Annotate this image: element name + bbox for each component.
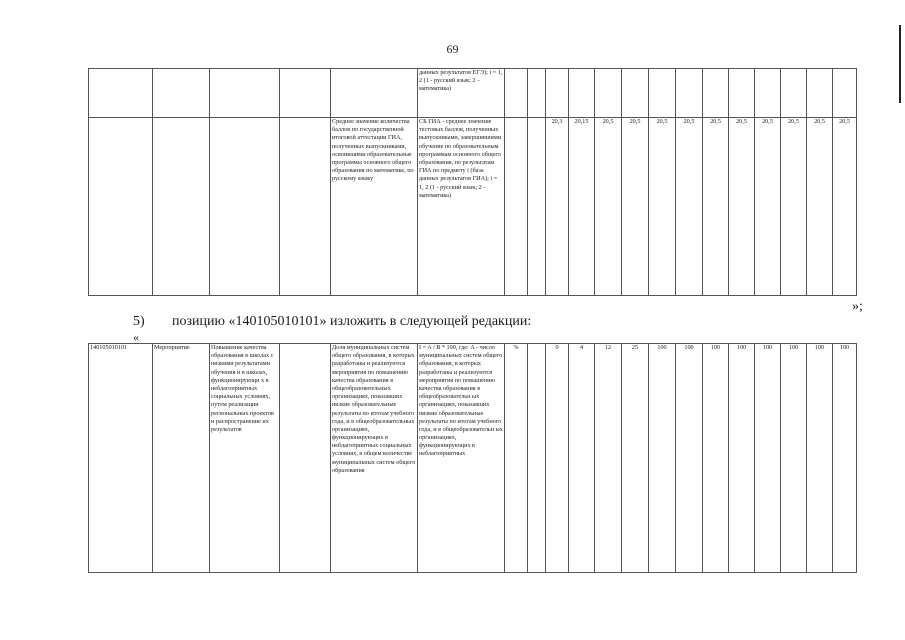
value-cell: 0 bbox=[546, 344, 569, 573]
name-cell: Повышение качества образования в школах с низкими результатами обучения и в школах, функционирующи х в неблагоприятных социальных условиях, путем реализации региональных проектов и распространение их результатов bbox=[210, 344, 280, 573]
type-cell: Мероприятие bbox=[153, 344, 210, 573]
indicator-cell: Среднее значение количества баллов по государственной итоговой аттестации ГИА, полученных выпускниками, освоившими образовательные программы основного общего образования по математике, по русскому языку bbox=[331, 118, 418, 296]
value-cell: 100 bbox=[729, 344, 755, 573]
value-cell: 12 bbox=[595, 344, 622, 573]
value-cell: 100 bbox=[807, 344, 833, 573]
formula-cell: данных результатов ЕГЭ); i = 1, 2 (1 - русский язык; 2 – математика) bbox=[418, 69, 505, 118]
value-cell: 100 bbox=[703, 344, 729, 573]
value-cell: 20,5 bbox=[649, 118, 676, 296]
value-cell: 20,5 bbox=[729, 118, 755, 296]
value-cell: 20,5 bbox=[595, 118, 622, 296]
value-cell: 20,3 bbox=[546, 118, 569, 296]
value-cell: 20,5 bbox=[807, 118, 833, 296]
value-cell: 100 bbox=[755, 344, 781, 573]
table-row bbox=[89, 69, 857, 118]
indicators-table-bottom bbox=[88, 343, 857, 573]
table-row bbox=[89, 118, 857, 296]
value-cell: 100 bbox=[649, 344, 676, 573]
formula-cell: СБ ГИА - среднее значение тестовых баллов, полученных выпускниками, завершившими обучение по образовательным программам основного общего образования, по результатам ГИА по предмету i (база данных результатов ГИА); i = 1, 2 (1 - русский язык; 2 – математика) bbox=[418, 118, 505, 296]
table-row bbox=[89, 344, 857, 573]
value-cell: 100 bbox=[676, 344, 703, 573]
value-cell: 20,5 bbox=[755, 118, 781, 296]
indicators-table-top bbox=[88, 68, 857, 296]
value-cell: 100 bbox=[781, 344, 807, 573]
value-cell: 20,5 bbox=[833, 118, 857, 296]
closing-quote: »; bbox=[852, 299, 863, 314]
page-edge-mark bbox=[899, 25, 901, 103]
indicator-cell: Доля муниципальных систем общего образования, в которых разработаны и реализуются мероприятия по повышению качества образования в общеобразовательных организациях, показавших низкие образовательные результаты по итогам учебного года, и в общеобразовательных организациях, функционирующих в неблагоприятных социальных условиях, в общем количестве муниципальных систем общего образования bbox=[331, 344, 418, 573]
formula-cell: I = A / B * 100, где: A - число муниципальных систем общего образования, в которых разработаны и реализуются мероприятия по повышению качества образования в общеобразовательн ых организациях, показавших низкие образовательные результаты по итогам учебного года, и в общеобразовательн ых организациях, функционирующих в неблагоприятных bbox=[418, 344, 505, 573]
value-cell: 25 bbox=[622, 344, 649, 573]
item-text: позицию «140105010101» изложить в следующей редакции: bbox=[172, 314, 532, 329]
value-cell: 20,5 bbox=[622, 118, 649, 296]
code-cell: 140105010101 bbox=[89, 344, 153, 573]
item-number: 5) bbox=[133, 314, 145, 329]
opening-quote: « bbox=[133, 330, 139, 344]
unit-cell: % bbox=[505, 344, 528, 573]
value-cell: 20,5 bbox=[781, 118, 807, 296]
value-cell: 20,5 bbox=[676, 118, 703, 296]
value-cell: 20,5 bbox=[703, 118, 729, 296]
value-cell: 100 bbox=[833, 344, 857, 573]
value-cell: 4 bbox=[569, 344, 595, 573]
page-number: 69 bbox=[446, 42, 459, 56]
value-cell: 20,15 bbox=[569, 118, 595, 296]
